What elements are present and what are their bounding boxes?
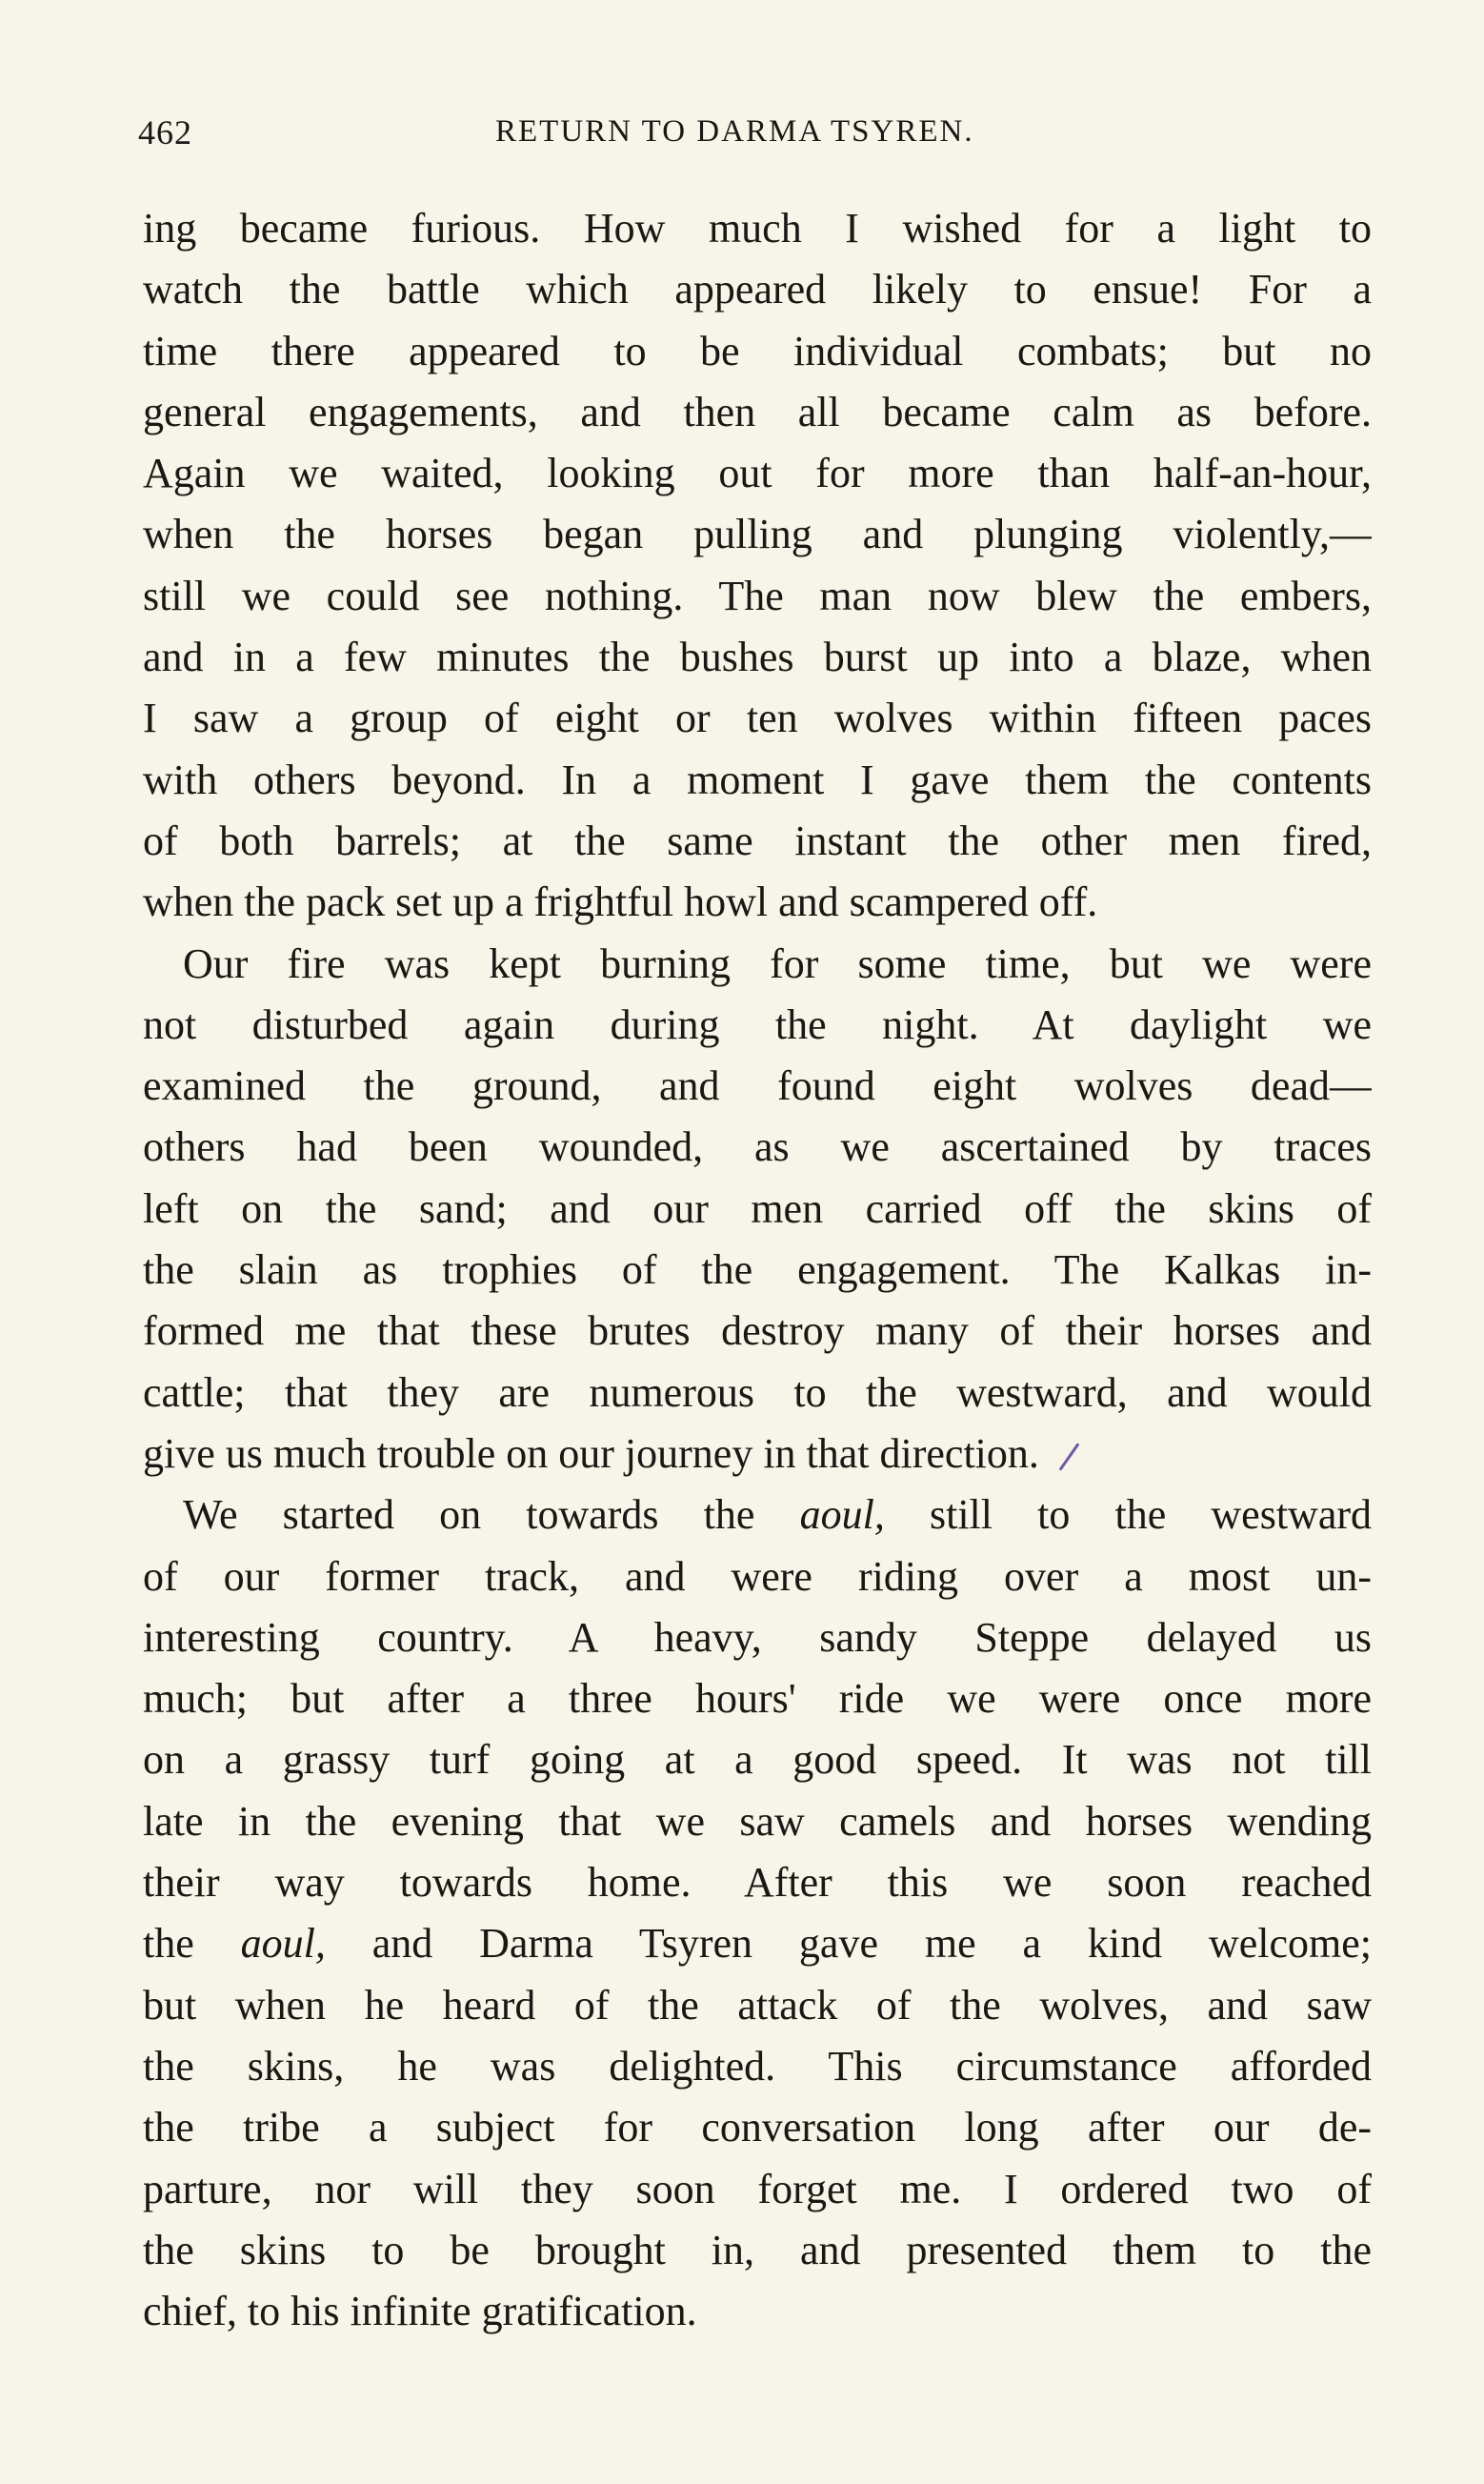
text-segment: the [143,1920,194,1968]
text-line: not disturbed again during the night. At daylight we [143,1000,1372,1048]
text-line [143,1424,1372,1484]
text-line: of our former track, and were riding over a most un- [143,1552,1372,1600]
text-line: the skins to be brought in, and presented them to the [143,2226,1372,2273]
text-line: interesting country. A heavy, sandy Steppe delayed us [143,1613,1372,1661]
text-line: the slain as trophies of the engagement. The Kalkas in- [143,1246,1372,1294]
text-line: Our fire was kept burning for some time, but we were [183,939,1372,987]
text-line: when the horses began pulling and plunging violently,— [143,511,1372,558]
text-line: but when he heard of the attack of the wolves, and saw [143,1981,1372,2029]
text-line: parture, nor will they soon forget me. I ordered two of [143,2165,1372,2212]
text-line [143,1913,1372,1974]
text-line: chief, to his infinite gratification. [143,2288,697,2335]
text-line: on a grassy turf going at a good speed. It was not till [143,1736,1372,1784]
text-line: I saw a group of eight or ten wolves within fifteen paces [143,695,1372,742]
text-line: the skins, he was delighted. This circumstance afforded [143,2042,1372,2090]
text-segment: and Darma Tsyren gave me a kind welcome; [371,1920,1372,1968]
text-segment: still to the westward [929,1491,1372,1539]
page-number: 462 [138,113,192,151]
text-line: cattle; that they are numerous to the westward, and would [143,1368,1372,1416]
text-line: ing became furious. How much I wished for a light to [143,205,1372,252]
body-text [143,198,1372,2342]
text-segment: give us much trouble on our journey in that direction. [143,1429,1039,1477]
text-line: formed me that these brutes destroy many of their horses and [143,1307,1372,1355]
text-line: late in the evening that we saw camels and horses wending [143,1797,1372,1845]
text-line: examined the ground, and found eight wolves dead— [143,1062,1372,1110]
text-line: left on the sand; and our men carried off the skins of [143,1184,1372,1232]
italic-word: aoul, [240,1920,326,1968]
text-line: much; but after a three hours' ride we were once more [143,1675,1372,1723]
page-header [138,112,1376,170]
text-line: others had been wounded, as we ascertained by traces [143,1123,1372,1171]
text-line: the tribe a subject for conversation long after our de- [143,2104,1372,2151]
text-line: and in a few minutes the bushes burst up into a blaze, when [143,634,1372,681]
running-head: RETURN TO DARMA TSYREN. [495,114,974,149]
text-line: still we could see nothing. The man now blew the embers, [143,572,1372,619]
text-line: watch the battle which appeared likely to ensue! For a [143,266,1372,313]
text-line: time there appeared to be individual combats; but no [143,327,1372,374]
text-line: of both barrels; at the same instant the other men fired, [143,817,1372,864]
text-line: their way towards home. After this we soon reached [143,1859,1372,1907]
text-line: with others beyond. In a moment I gave them the contents [143,756,1372,803]
text-line: general engagements, and then all became calm as before. [143,388,1372,435]
text-line: Again we waited, looking out for more than half-an-hour, [143,450,1372,497]
text-segment: We started on towards the [183,1491,755,1539]
text-line: when the pack set up a frightful howl and scampered off. [143,878,1098,926]
text-line [143,1484,1372,1545]
italic-word: aoul, [799,1491,885,1539]
pencil-mark-icon [1060,1441,1077,1473]
